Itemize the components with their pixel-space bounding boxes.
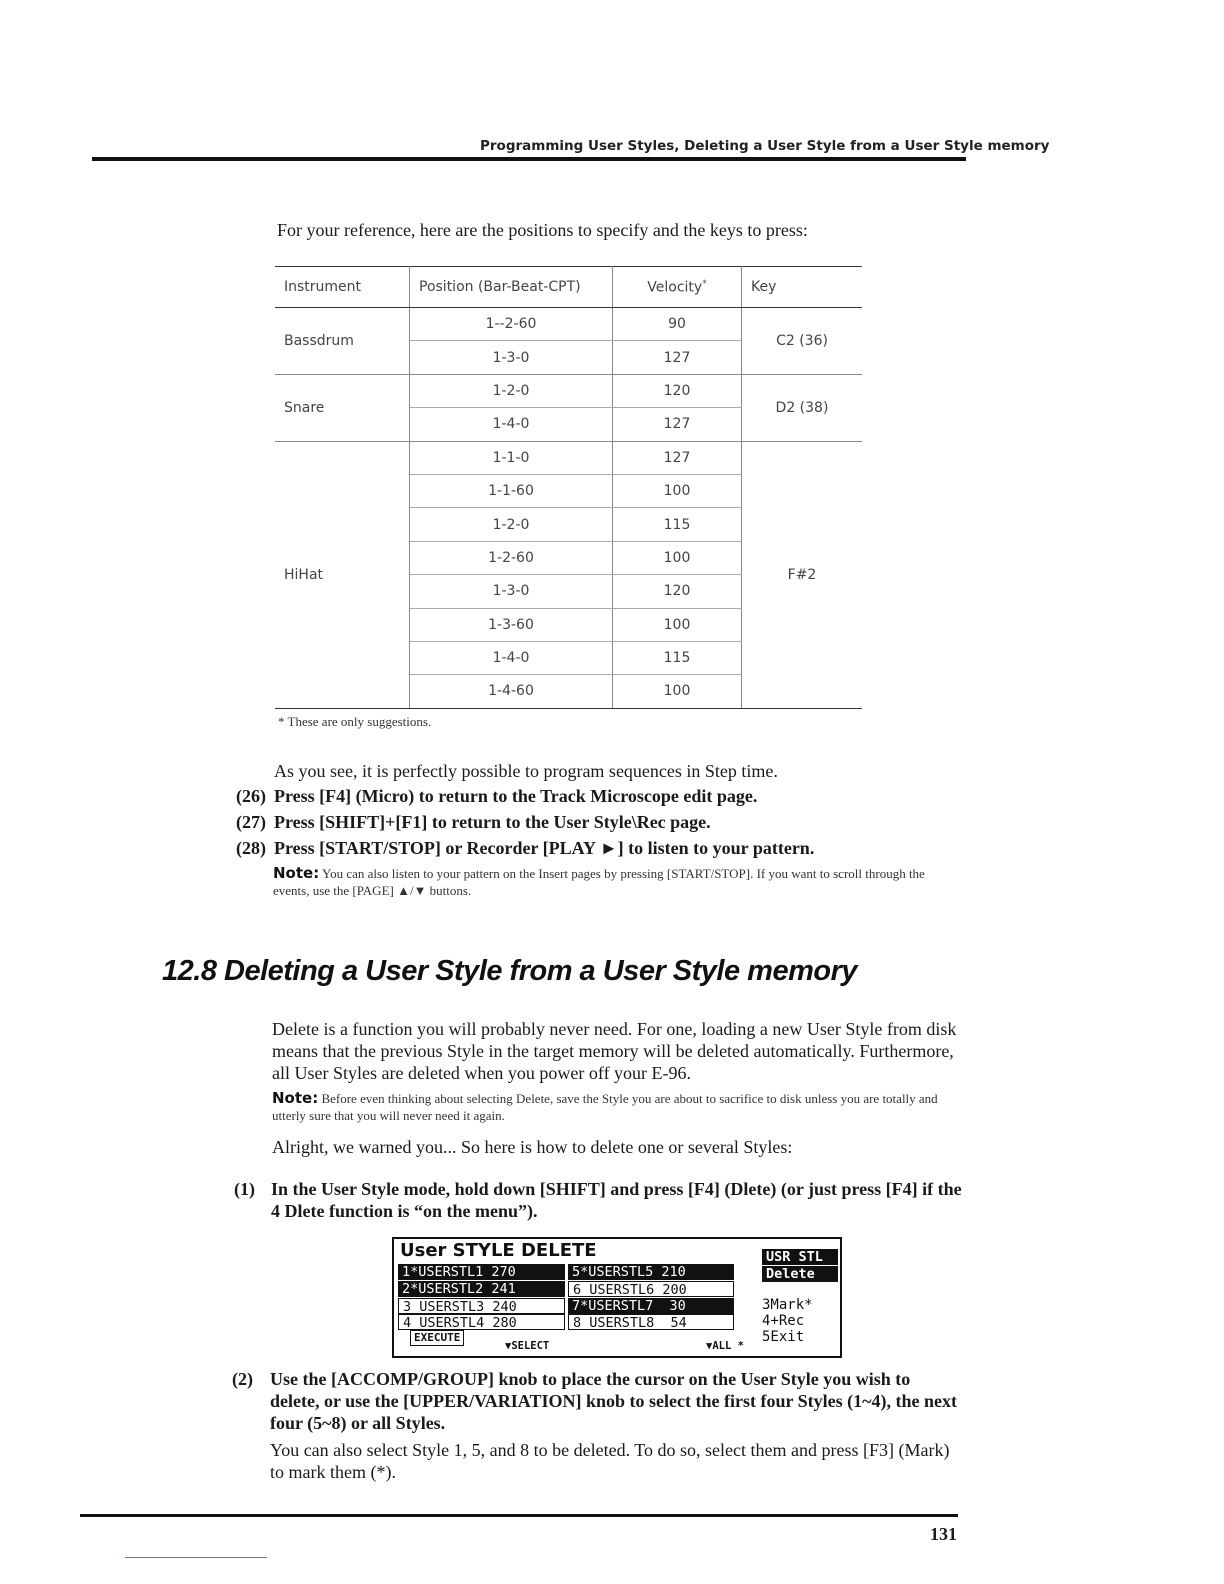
step-27 [236,812,966,833]
step-28 [236,838,966,859]
intro-text: For your reference, here are the positions to specify and the keys to press: [277,220,808,240]
velocity-cell: 115 [613,641,742,674]
header-instrument: Instrument [275,267,410,308]
position-cell: 1-4-0 [410,641,613,674]
note-save-first [272,1090,962,1124]
position-cell: 1-4-0 [410,408,613,441]
position-cell: 1-2-0 [410,508,613,541]
velocity-cell: 100 [613,474,742,507]
step-text: Press [START/STOP] or Recorder [PLAY ►] to listen to your pattern. [274,838,815,858]
key-cell: F#2 [742,441,863,708]
step-number: (2) [232,1369,253,1389]
position-cell: 1-1-0 [410,441,613,474]
style-slot-2[interactable]: 2*USERSTL2 241 [398,1281,565,1297]
step-number: (28) [236,838,266,858]
velocity-footnote-mark: * [702,278,707,289]
step-text: Use the [ACCOMP/GROUP] knob to place the cursor on the User Style you wish to delete, or use the [UPPER/VARIATION] knob to select the first four Styles (1~4), the next four (5~8) or all Styles. [270,1369,957,1433]
style-slot-3[interactable]: 3 USERSTL3 240 [398,1298,565,1314]
position-cell: 1-3-60 [410,608,613,641]
style-slot-1[interactable]: 1*USERSTL1 270 [398,1264,565,1280]
lcd-page-label: Delete [762,1266,838,1282]
note-listen [273,865,963,899]
header-position: Position (Bar-Beat-CPT) [410,267,613,308]
step-number: (26) [236,786,266,806]
lcd-title: User STYLE DELETE [400,1240,597,1261]
velocity-cell: 90 [613,308,742,341]
header-velocity [613,267,742,308]
style-slot-8[interactable]: 8 USERSTL8 54 [568,1314,734,1330]
header-velocity-label: Velocity [647,279,703,296]
header-rule [92,157,966,161]
note-label: Note: [272,1089,319,1107]
header-key: Key [742,267,863,308]
note-text: You can also listen to your pattern on the Insert pages by pressing [START/STOP]. If you want to scroll through the events, use the [PAGE] ▲/▼ buttons. [273,866,925,898]
step-2 [232,1368,962,1434]
position-cell: 1-2-0 [410,374,613,407]
paragraph-how-to: Alright, we warned you... So here is how to delete one or several Styles: [272,1137,793,1157]
step-text: Press [SHIFT]+[F1] to return to the User Style\Rec page. [274,812,711,832]
velocity-cell: 127 [613,441,742,474]
select-knob-label: ▼SELECT [505,1340,550,1352]
velocity-cell: 100 [613,608,742,641]
step-number: (1) [234,1179,255,1199]
velocity-cell: 115 [613,508,742,541]
velocity-cell: 127 [613,341,742,374]
step-text: In the User Style mode, hold down [SHIFT] and press [F4] (Dlete) (or just press [F4] if the 4 Dlete function is “on the menu”). [271,1179,962,1221]
step-1 [234,1178,964,1222]
step-number: (27) [236,812,266,832]
table-row [275,374,862,407]
position-cell: 1-4-60 [410,675,613,708]
step-26 [236,786,966,807]
scan-edge-line [125,1557,267,1558]
paragraph-mark: You can also select Style 1, 5, and 8 to be deleted. To do so, select them and press [F3] (Mark) to mark them (*). [270,1440,950,1482]
position-cell: 1--2-60 [410,308,613,341]
paragraph-step-time: As you see, it is perfectly possible to program sequences in Step time. [274,761,778,781]
velocity-cell: 120 [613,374,742,407]
position-cell: 1-3-0 [410,341,613,374]
instrument-cell: Snare [275,374,410,441]
key-cell: C2 (36) [742,308,863,375]
velocity-cell: 120 [613,575,742,608]
lcd-mode-label: USR STL [762,1249,838,1265]
table-footnote: * These are only suggestions. [278,714,432,729]
running-head: Programming User Styles, Deleting a User Style from a User Style memory [480,138,1050,154]
style-slot-6[interactable]: 6 USERSTL6 200 [568,1281,734,1297]
section-title: 12.8 Deleting a User Style from a User Style memory [162,955,857,987]
velocity-cell: 100 [613,541,742,574]
position-cell: 1-2-60 [410,541,613,574]
table-header-row [275,267,862,308]
style-slot-5[interactable]: 5*USERSTL5 210 [568,1264,734,1280]
velocity-cell: 127 [613,408,742,441]
note-label: Note: [273,864,320,882]
position-cell: 1-3-0 [410,575,613,608]
paragraph-delete-intro: Delete is a function you will probably never need. For one, loading a new User Style from disk means that the previous Style in the target memory will be deleted automatically. Furthermore, all User Styles are deleted when you power off your E-96. [272,1019,957,1083]
reference-table [275,266,862,709]
lcd-screen [392,1237,842,1358]
velocity-cell: 100 [613,675,742,708]
key-cell: D2 (38) [742,374,863,441]
style-slot-4[interactable]: 4 USERSTL4 280 [398,1314,565,1330]
position-cell: 1-1-60 [410,474,613,507]
menu-rec[interactable]: 4+Rec [762,1313,805,1329]
instrument-cell: Bassdrum [275,308,410,375]
step-text: Press [F4] (Micro) to return to the Track Microscope edit page. [274,786,758,806]
menu-exit[interactable]: 5Exit [762,1329,805,1345]
note-text: Before even thinking about selecting Delete, save the Style you are about to sacrifice to disk unless you are totally and utterly sure that you will never need it again. [272,1091,938,1123]
footer-rule [80,1514,958,1517]
all-knob-label: ▼ALL * [706,1340,744,1352]
execute-button[interactable]: EXECUTE [410,1330,464,1346]
table-row [275,308,862,341]
menu-mark[interactable]: 3Mark* [762,1297,813,1313]
instrument-cell: HiHat [275,441,410,708]
page-number: 131 [930,1524,957,1544]
table-row [275,441,862,474]
style-slot-7[interactable]: 7*USERSTL7 30 [568,1298,734,1314]
